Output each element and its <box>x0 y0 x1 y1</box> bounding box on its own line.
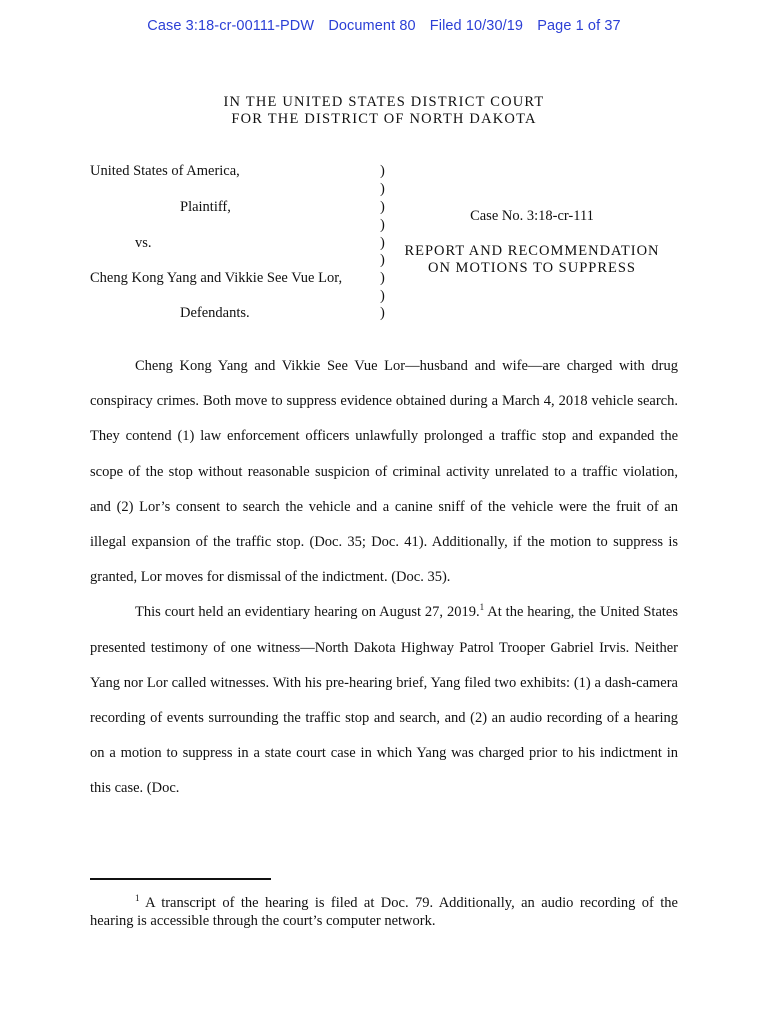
document-title-line1: REPORT AND RECOMMENDATION <box>404 243 660 259</box>
court-title-line1: IN THE UNITED STATES DISTRICT COURT <box>223 94 545 110</box>
caption-paren: ) <box>380 288 385 304</box>
caption-paren: ) <box>380 217 385 233</box>
footnote-text: A transcript of the hearing is filed at Doc. 79. Additionally, an audio recording of the hearing is accessible through the court’s computer network. <box>90 895 678 929</box>
footnote-number: 1 <box>135 893 140 904</box>
plaintiff-label: Plaintiff, <box>180 199 231 215</box>
case-number: Case No. 3:18-cr-111 <box>470 208 594 224</box>
footnote-reference: 1 <box>479 602 485 613</box>
plaintiff-name: United States of America, <box>90 163 240 179</box>
footnote-divider <box>90 878 271 880</box>
defendants-names: Cheng Kong Yang and Vikkie See Vue Lor, <box>90 270 343 286</box>
caption-paren: ) <box>380 181 385 197</box>
ecf-page-number: Page 1 of 37 <box>537 18 621 34</box>
case-caption <box>0 0 768 330</box>
paragraph-2-text-b: At the hearing, the United States presented testimony of one witness—North Dakota Highway Patrol Trooper Gabriel Irvis. Neither Yang nor Lor called witnesses. With his pre-hearing brief, Yang filed two exhibits: (1) a dash-camera recording of events surrounding the traffic stop and search, and (2) an audio recording of a hearing on a motion to suppress in a state court case in which Yang was charged prior to his indictment in this case. (Doc. <box>90 604 678 797</box>
paragraph-2 <box>90 595 678 806</box>
caption-paren: ) <box>380 235 385 251</box>
caption-paren: ) <box>380 252 385 268</box>
caption-paren: ) <box>380 270 385 286</box>
body-text <box>90 349 678 807</box>
footnote <box>90 894 678 930</box>
caption-paren: ) <box>380 163 385 179</box>
document-title-line2: ON MOTIONS TO SUPPRESS <box>427 260 636 276</box>
ecf-case-number: Case 3:18-cr-00111-PDW <box>147 18 315 34</box>
ecf-document-number: Document 80 <box>328 18 416 34</box>
court-title-line2: FOR THE DISTRICT OF NORTH DAKOTA <box>231 111 537 127</box>
ecf-filed-date: Filed 10/30/19 <box>429 18 524 34</box>
versus-label: vs. <box>135 235 152 251</box>
defendants-label: Defendants. <box>180 305 250 321</box>
caption-paren: ) <box>380 199 385 215</box>
paragraph-1: Cheng Kong Yang and Vikkie See Vue Lor—husband and wife—are charged with drug conspiracy crimes. Both move to suppress evidence obtained during a March 4, 2018 vehicle search. They contend (1) law enforcement officers unlawfully prolonged a traffic stop and expanded the scope of the stop without reasonable suspicion of criminal activity unrelated to a traffic violation, and (2) Lor’s consent to search the vehicle and a canine sniff of the vehicle were the fruit of an illegal expansion of the traffic stop. (Doc. 35; Doc. 41). Additionally, if the motion to suppress is granted, Lor moves for dismissal of the indictment. (Doc. 35). <box>90 358 678 586</box>
caption-paren: ) <box>380 305 385 321</box>
paragraph-2-text-a: This court held an evidentiary hearing on August 27, 2019. <box>135 604 480 621</box>
document-title <box>388 243 676 277</box>
